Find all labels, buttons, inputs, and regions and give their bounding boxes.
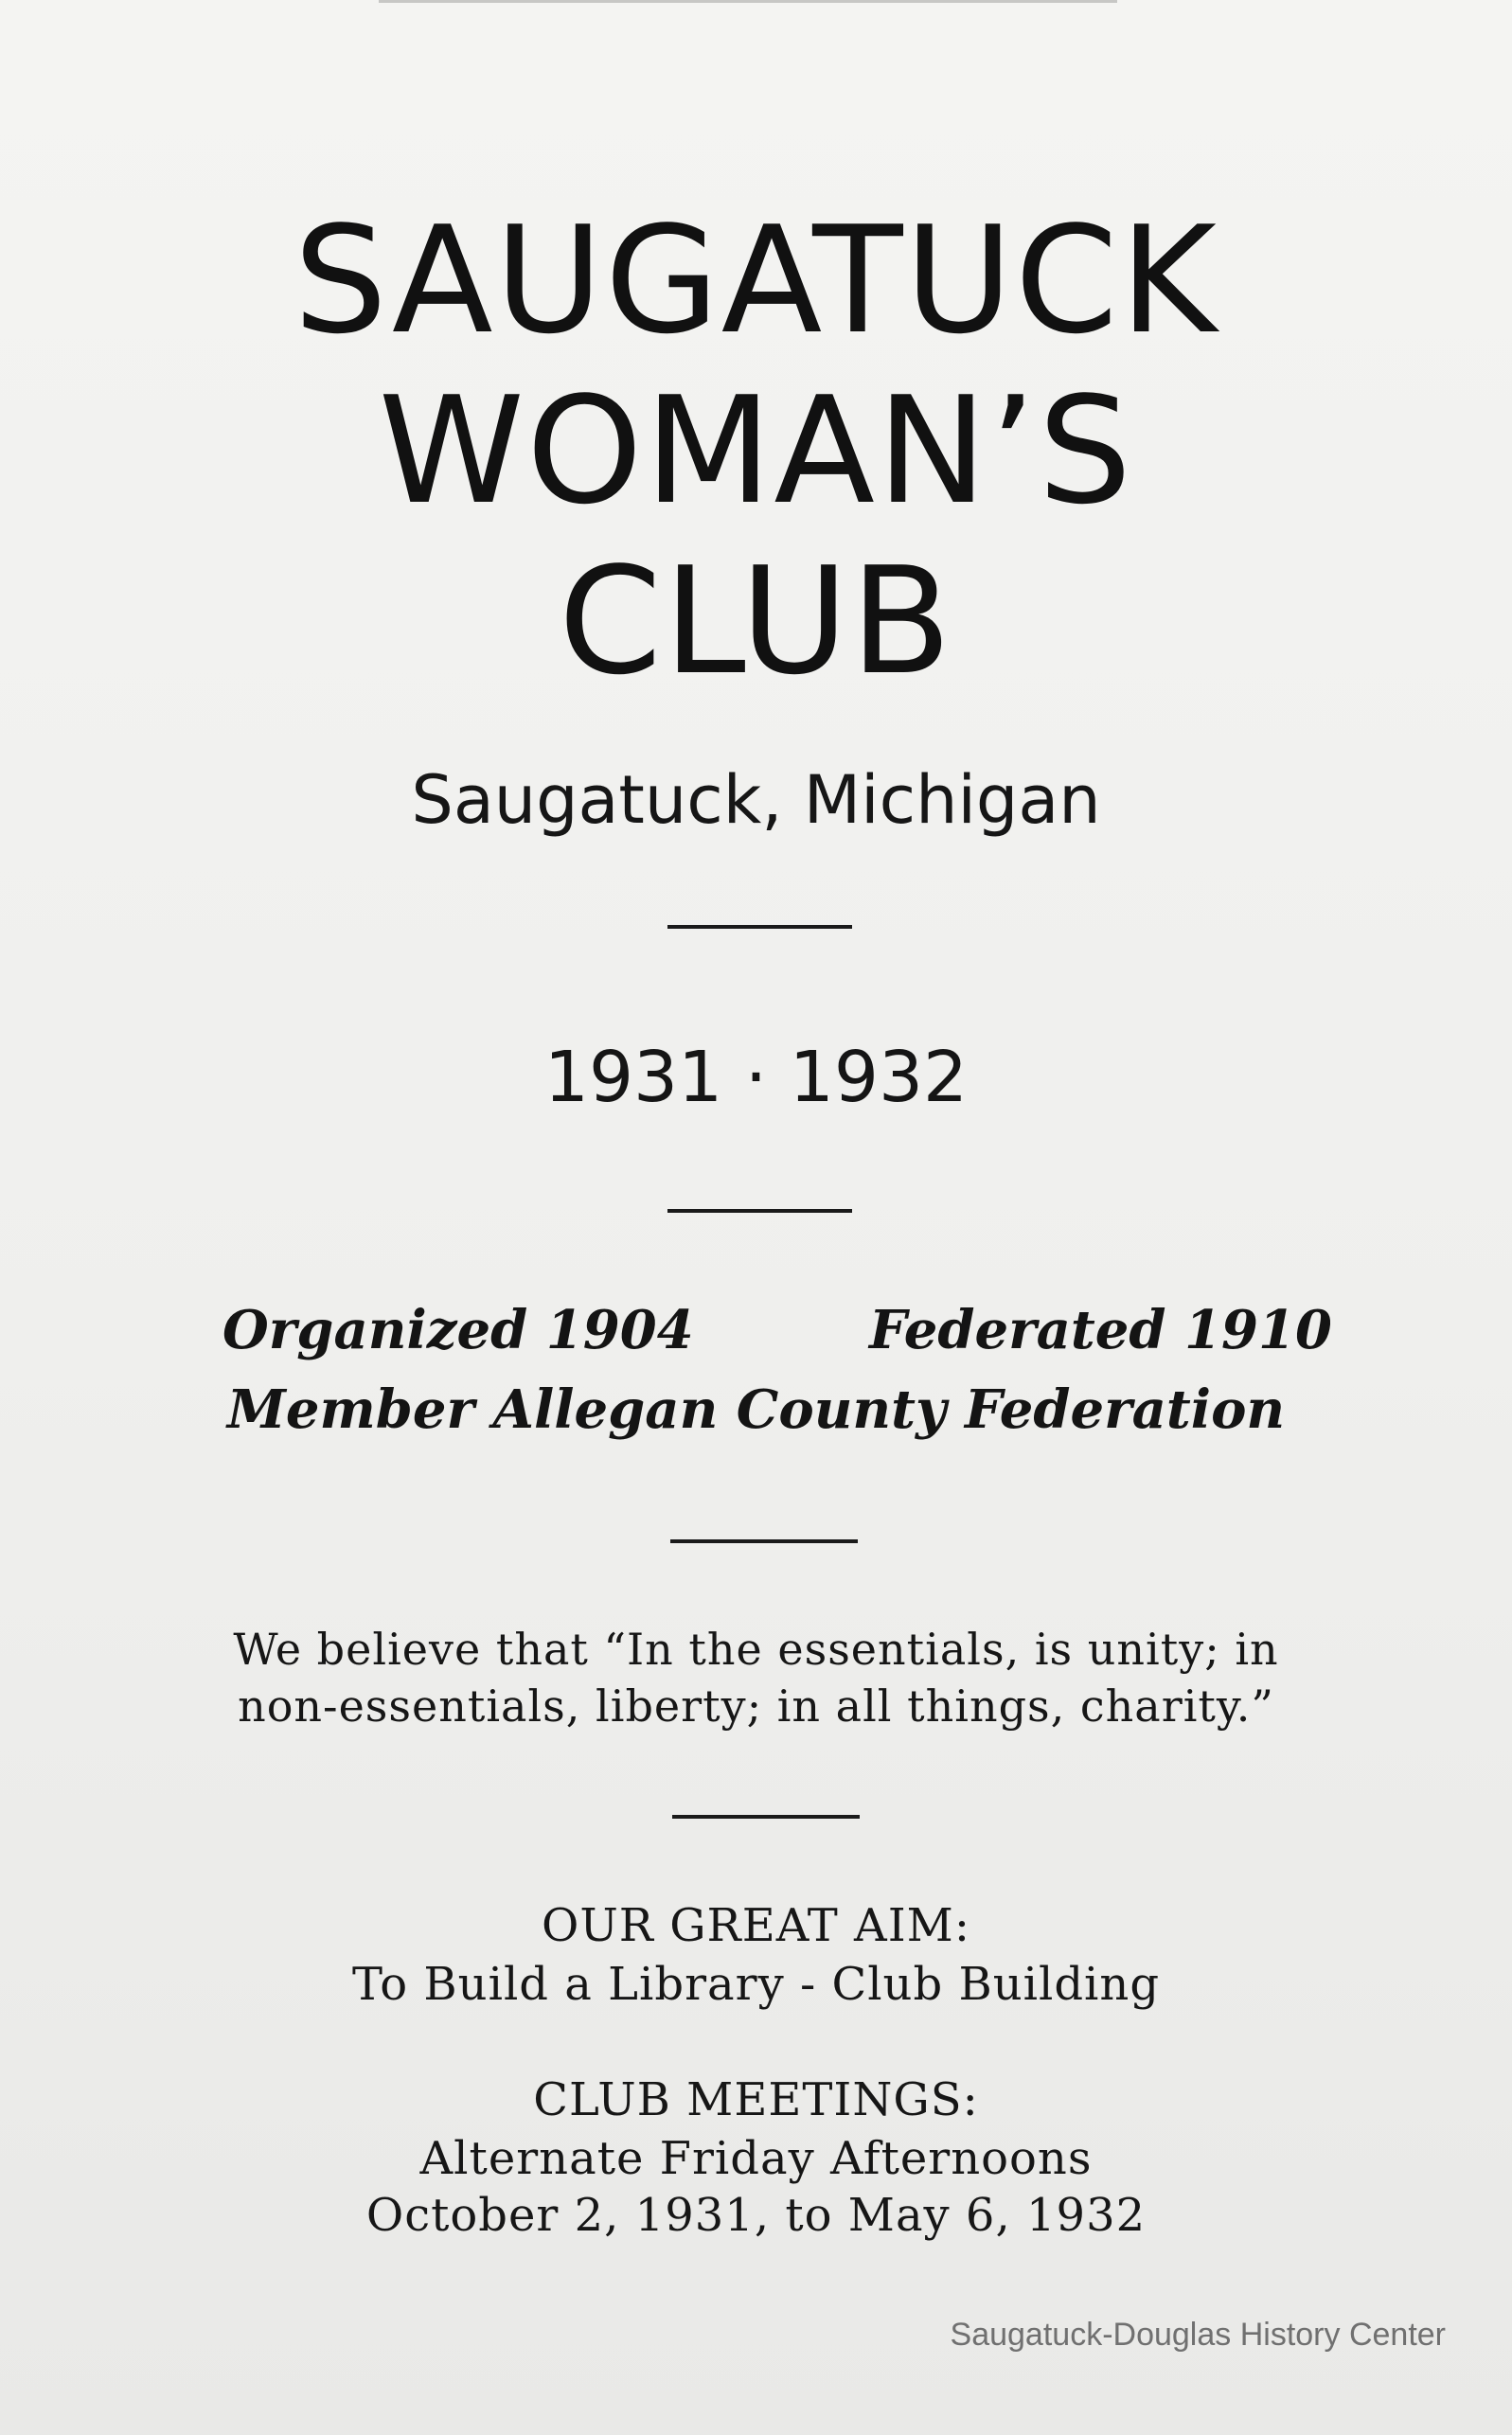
organized-year: Organized 1904 <box>222 1299 694 1361</box>
federated-year: Federated 1910 <box>869 1299 1332 1361</box>
club-years: 1931 · 1932 <box>543 1037 969 1118</box>
club-title-line-1: SAUGATUCK <box>293 194 1218 366</box>
archive-watermark: Saugatuck-Douglas History Center <box>950 2317 1446 2353</box>
aim-text: To Build a Library - Club Building <box>351 1958 1161 2011</box>
club-title-line-2: WOMAN’S <box>378 364 1134 537</box>
divider-rule-4 <box>672 1815 860 1819</box>
club-location: Saugatuck, Michigan <box>411 761 1101 839</box>
motto-line-1: We believe that “In the essentials, is unity; in <box>233 1624 1279 1675</box>
meetings-heading: CLUB MEETINGS: <box>533 2073 979 2126</box>
page-top-edge <box>379 0 1117 3</box>
aim-heading: OUR GREAT AIM: <box>542 1899 970 1952</box>
club-title-line-3: CLUB <box>558 535 954 707</box>
meetings-schedule: Alternate Friday Afternoons <box>419 2132 1093 2185</box>
divider-rule-3 <box>670 1539 858 1543</box>
motto-line-2: non-essentials, liberty; in all things, charity.” <box>238 1680 1274 1732</box>
divider-rule-2 <box>667 1209 852 1213</box>
divider-rule-1 <box>667 925 852 929</box>
federation-membership: Member Allegan County Federation <box>226 1378 1286 1441</box>
meetings-date-range: October 2, 1931, to May 6, 1932 <box>365 2189 1147 2242</box>
